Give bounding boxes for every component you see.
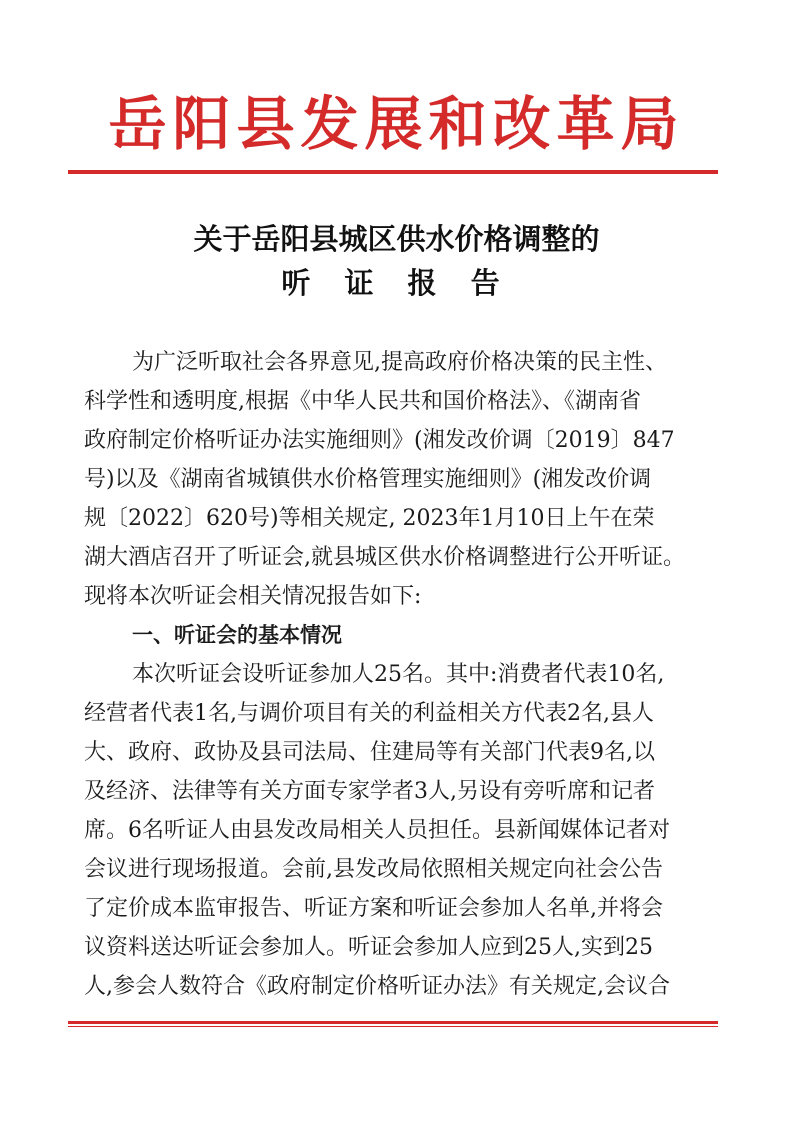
document-title-line1: 关于岳阳县城区供水价格调整的: [193, 222, 600, 256]
intro-line: 湖大酒店召开了听证会,就县城区供水价格调整进行公开听证。: [84, 545, 685, 570]
document-body: [84, 343, 704, 1006]
footer-red-rule: [68, 1021, 718, 1027]
intro-line: 政府制定价格听证办法实施细则》(湘发改价调〔2019〕847: [84, 428, 675, 453]
document-title-line2: 听 证 报 告: [281, 266, 512, 300]
section-line: 了定价成本监审报告、听证方案和听证会参加人名单,并将会: [84, 896, 663, 921]
intro-line: 规〔2022〕620号)等相关规定, 2023年1月10日上午在荣: [84, 506, 655, 531]
letterhead-red-rule: [68, 170, 718, 174]
section-line: 人,参会人数符合《政府制定价格听证办法》有关规定,会议合: [84, 974, 670, 999]
section-line: 本次听证会设听证参加人25名。其中:消费者代表10名,: [132, 662, 665, 687]
intro-line: 号)以及《湖南省城镇供水价格管理实施细则》(湘发改价调: [84, 467, 652, 492]
letterhead-org-name: 岳阳县发展和改革局: [108, 90, 685, 158]
intro-line: 科学性和透明度,根据《中华人民共和国价格法》、《湖南省: [84, 389, 641, 414]
section-line: 席。6名听证人由县发改局相关人员担任。县新闻媒体记者对: [84, 818, 670, 843]
section-line: 经营者代表1名,与调价项目有关的利益相关方代表2名,县人: [84, 701, 654, 726]
intro-line: 现将本次听证会相关情况报告如下:: [84, 584, 422, 609]
section-line: 大、政府、政协及县司法局、住建局等有关部门代表9名,以: [84, 740, 655, 765]
intro-line: 为广泛听取社会各界意见,提高政府价格决策的民主性、: [132, 350, 667, 375]
section-line: 议资料送达听证会参加人。听证会参加人应到25人,实到25: [84, 935, 653, 960]
section-heading: 一、听证会的基本情况: [132, 623, 342, 647]
section-line: 会议进行现场报道。会前,县发改局依照相关规定向社会公告: [84, 857, 663, 882]
section-line: 及经济、法律等有关方面专家学者3人,另设有旁听席和记者: [84, 779, 655, 804]
